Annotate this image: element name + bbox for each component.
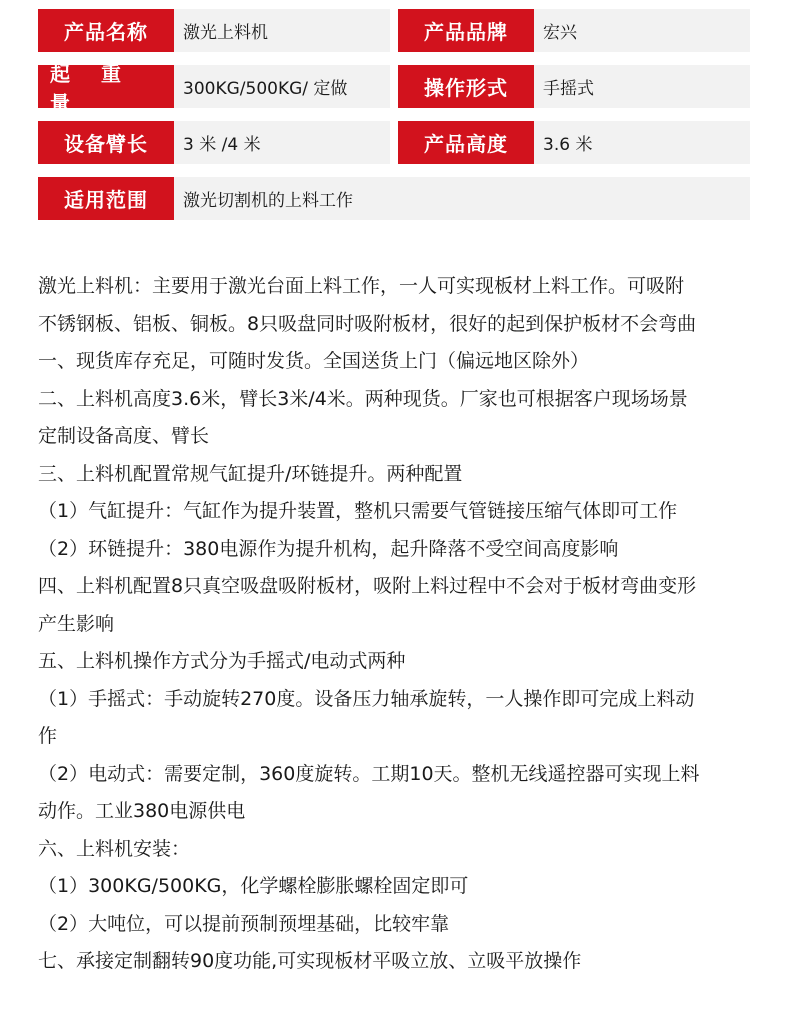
description-line: （1）手摇式：手动旋转270度。设备压力轴承旋转，一人操作即可完成上料动 bbox=[38, 687, 695, 710]
description-line: 四、上料机配置8只真空吸盘吸附板材，吸附上料过程中不会对于板材弯曲变形 bbox=[38, 575, 697, 597]
description-line: 二、上料机高度3.6米，臂长3米/4米。两种现货。厂家也可根据客户现场场景 bbox=[38, 387, 688, 410]
spec-value: 300KG/500KG/ 定做 bbox=[174, 65, 390, 108]
spec-value: 激光上料机 bbox=[174, 9, 390, 52]
spec-label: 产品名称 bbox=[38, 9, 174, 52]
spec-cell-capacity bbox=[38, 61, 390, 115]
description-line: 七、承接定制翻转90度功能,可实现板材平吸立放、立吸平放操作 bbox=[38, 950, 582, 972]
spec-cell-product-name bbox=[38, 9, 390, 52]
spec-cell-arm-length bbox=[38, 121, 390, 164]
description-line: 六、上料机安装： bbox=[38, 837, 191, 860]
description-line: （1）气缸提升：气缸作为提升装置，整机只需要气管链接压缩气体即可工作 bbox=[38, 500, 678, 522]
spec-label: 设备臂长 bbox=[38, 121, 174, 164]
spec-cell-height bbox=[398, 121, 750, 164]
spec-table bbox=[38, 9, 750, 233]
spec-cell-brand bbox=[398, 9, 750, 52]
spec-value: 宏兴 bbox=[534, 9, 750, 52]
description-line: （2）电动式：需要定制，360度旋转。工期10天。整机无线遥控器可实现上料 bbox=[38, 762, 700, 785]
spec-cell-operation-mode bbox=[398, 65, 750, 108]
description-line: （2）环链提升：380电源作为提升机构，起升降落不受空间高度影响 bbox=[38, 537, 619, 560]
spec-label: 适用范围 bbox=[38, 177, 174, 220]
description-line: （1）300KG/500KG，化学螺栓膨胀螺栓固定即可 bbox=[38, 875, 469, 897]
description-line: 作 bbox=[38, 725, 58, 747]
description-line: 定制设备高度、臂长 bbox=[38, 425, 210, 447]
spec-value: 3.6 米 bbox=[534, 121, 750, 164]
spec-row bbox=[38, 9, 750, 52]
description-line: 一、现货库存充足，可随时发货。全国送货上门（偏远地区除外） bbox=[38, 350, 590, 372]
description-line: 三、上料机配置常规气缸提升/环链提升。两种配置 bbox=[38, 462, 463, 485]
spec-label: 产品品牌 bbox=[398, 9, 534, 52]
spec-value: 手摇式 bbox=[534, 65, 750, 108]
product-description bbox=[38, 268, 758, 981]
spec-row bbox=[38, 61, 750, 115]
spec-label: 起 重 量 bbox=[38, 65, 174, 108]
description-line: 动作。工业380电源供电 bbox=[38, 800, 246, 822]
spec-row bbox=[38, 177, 750, 220]
spec-cell-application bbox=[38, 177, 750, 220]
description-line: 五、上料机操作方式分为手摇式/电动式两种 bbox=[38, 650, 406, 672]
description-line: 激光上料机：主要用于激光台面上料工作，一人可实现板材上料工作。可吸附 bbox=[38, 275, 685, 297]
spec-value: 3 米 /4 米 bbox=[174, 121, 390, 164]
spec-label: 操作形式 bbox=[398, 65, 534, 108]
description-line: 不锈钢板、铝板、铜板。8只吸盘同时吸附板材，很好的起到保护板材不会弯曲 bbox=[38, 312, 697, 335]
description-line: （2）大吨位，可以提前预制预埋基础，比较牢靠 bbox=[38, 912, 450, 935]
description-line: 产生影响 bbox=[38, 612, 115, 635]
spec-row bbox=[38, 121, 750, 164]
spec-label: 产品高度 bbox=[398, 121, 534, 164]
spec-value: 激光切割机的上料工作 bbox=[174, 177, 750, 220]
